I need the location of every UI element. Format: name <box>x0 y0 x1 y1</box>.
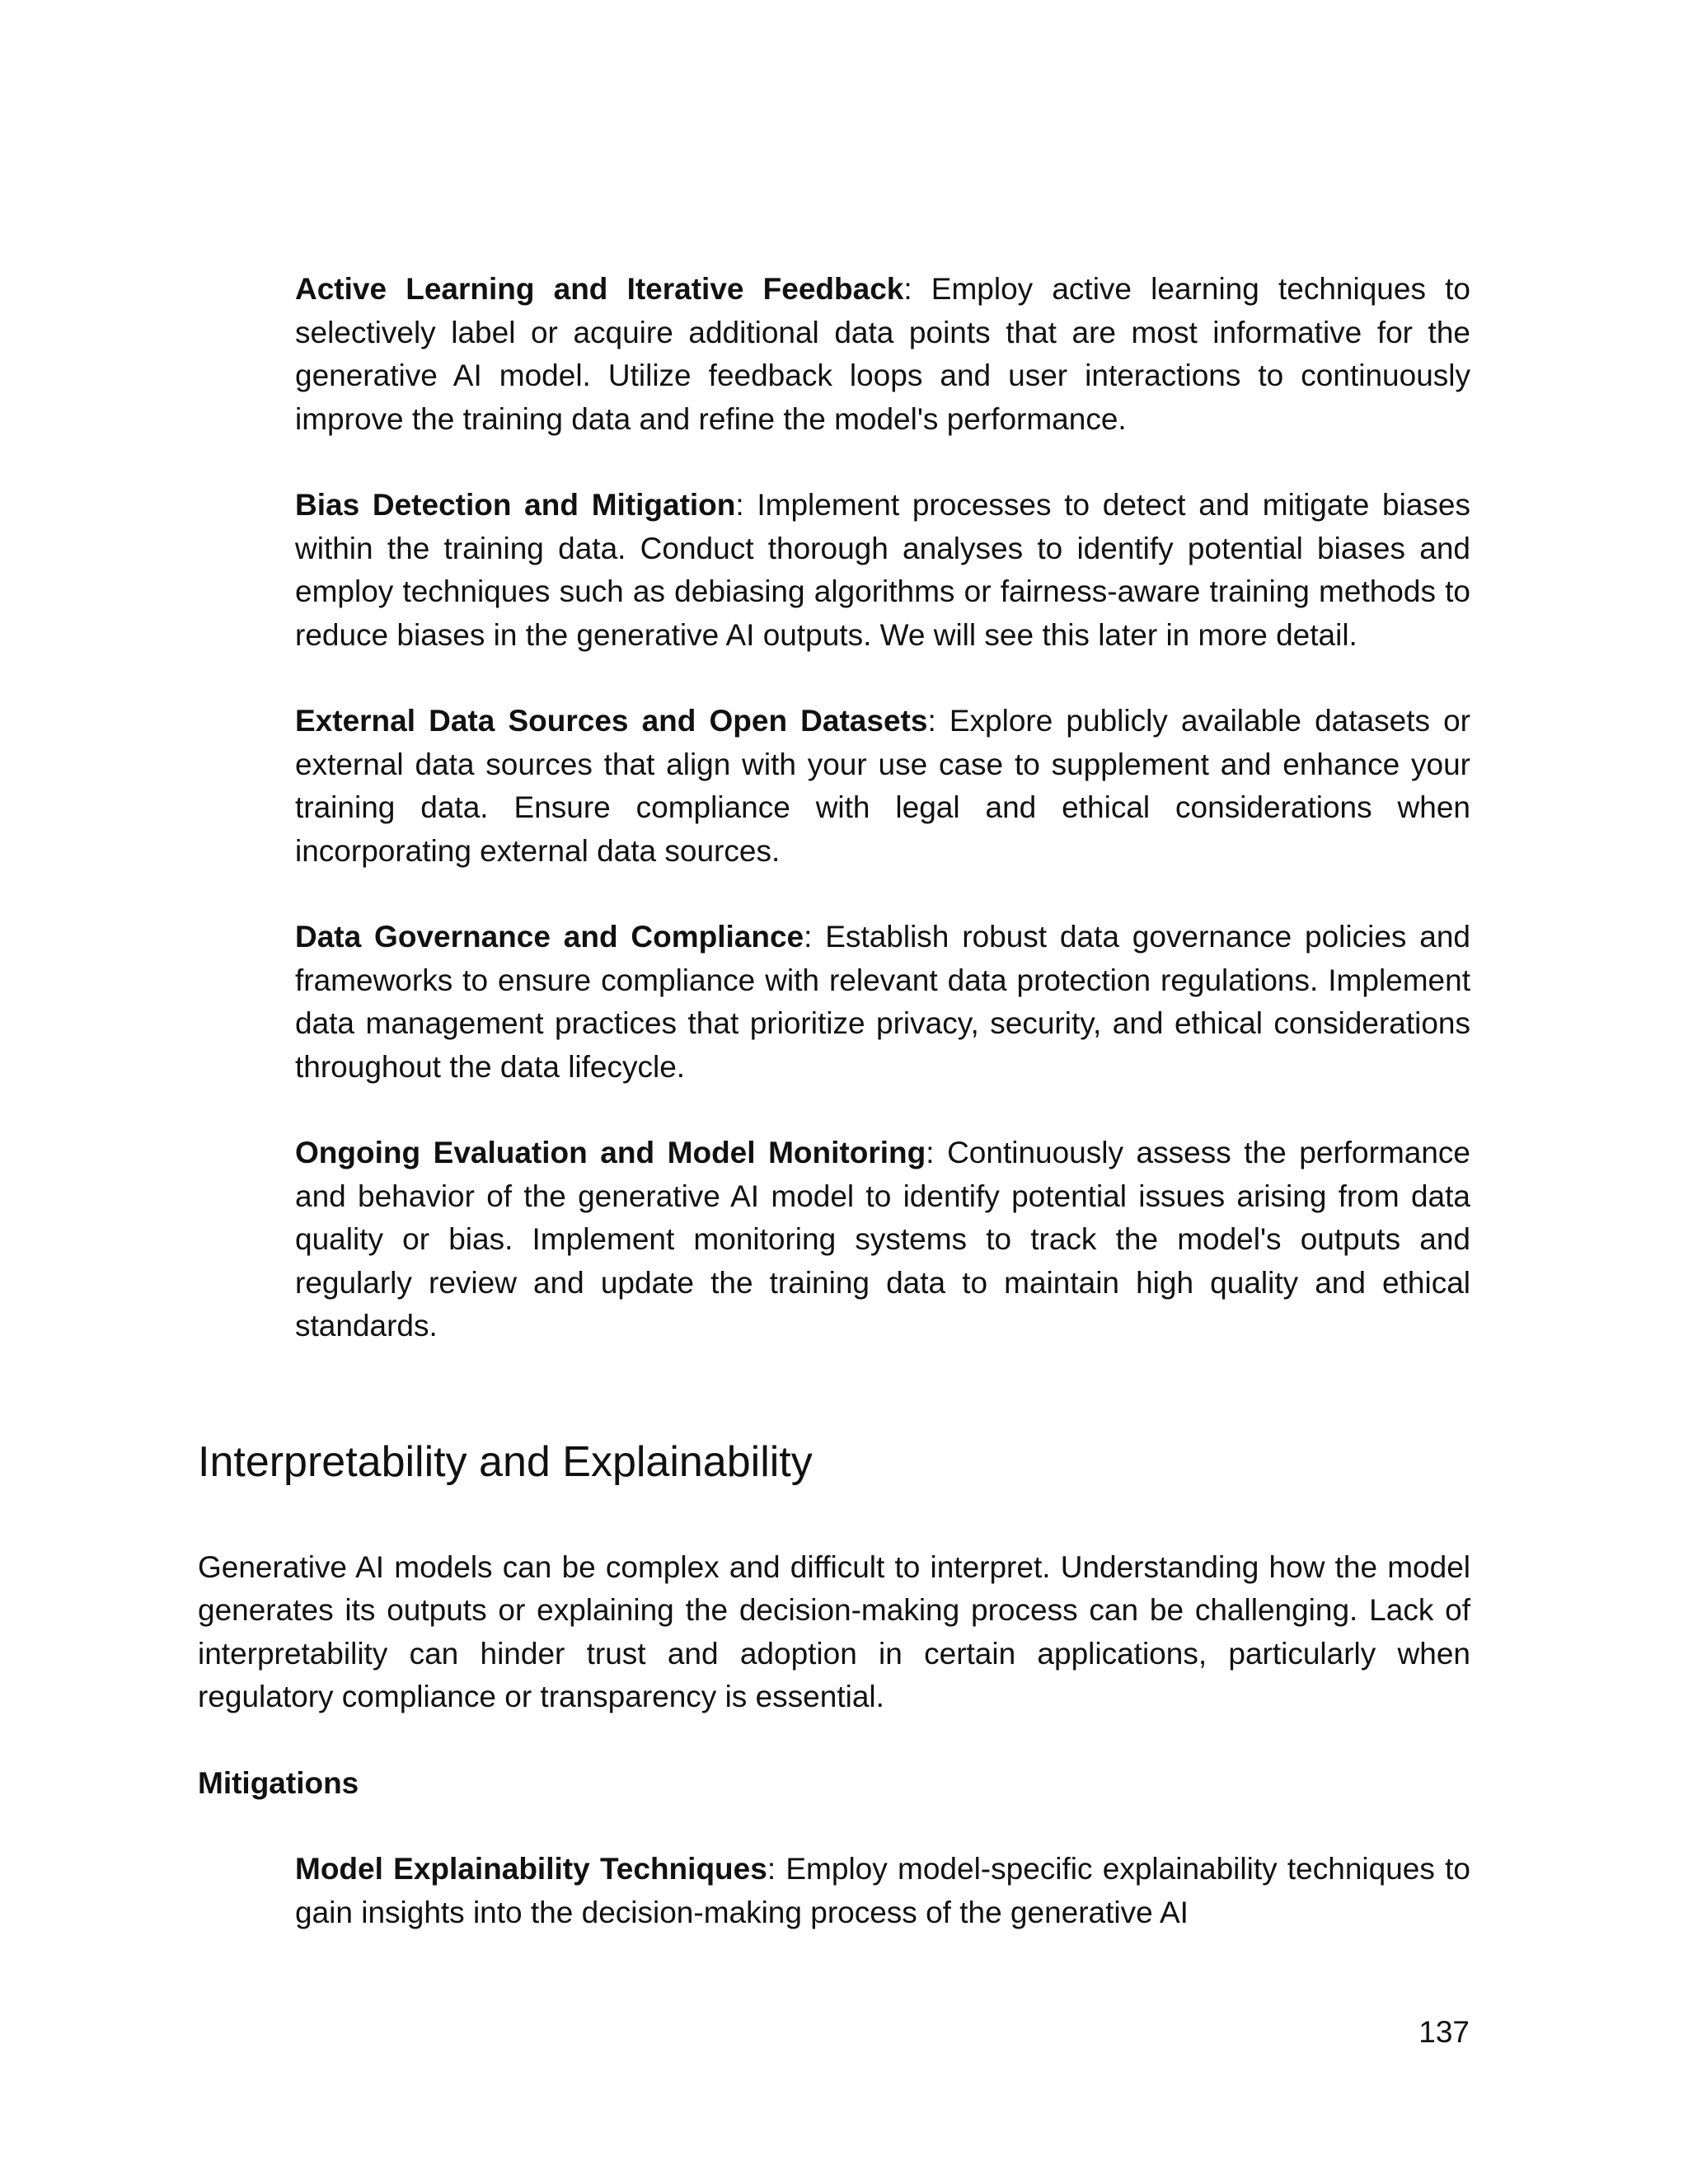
item-term: Ongoing Evaluation and Model Monitoring <box>295 1136 926 1169</box>
item-term: Bias Detection and Mitigation <box>295 488 736 522</box>
subheading-mitigations: Mitigations <box>198 1765 359 1800</box>
section-heading: Interpretability and Explainability <box>198 1437 813 1486</box>
list-item-ongoing-evaluation <box>295 1132 1470 1348</box>
list-item-external-data <box>295 700 1470 873</box>
page-number: 137 <box>1418 2015 1470 2049</box>
item-text: : Explore publicly available datasets or external data sources that align with your use case to supplement and enhance your training data. Ensure compliance with legal and ethical considerations when incorporating external data sources. <box>295 704 1470 868</box>
item-term: Model Explainability Techniques <box>295 1852 767 1886</box>
item-term: Data Governance and Compliance <box>295 920 804 954</box>
item-term: Active Learning and Iterative Feedback <box>295 272 904 306</box>
item-term: External Data Sources and Open Datasets <box>295 704 928 738</box>
list-item-model-explainability <box>295 1848 1470 1934</box>
item-text: : Implement processes to detect and mitigate biases within the training data. Conduct thorough analyses to identify potential biases and employ techniques such as debiasing algorithms or fairness-aware training methods to reduce biases in the generative AI outputs. We will see this later in more detail. <box>295 488 1470 652</box>
item-text: : Employ active learning techniques to selectively label or acquire additional data points that are most informative for the generative AI model. Utilize feedback loops and user interactions to continuously improve the training data and refine the model's performance. <box>295 272 1470 436</box>
section-paragraph: Generative AI models can be complex and difficult to interpret. Understanding how the model generates its outputs or explaining the decision-making process can be challenging. Lack of interpretability can hinder trust and adoption in certain applications, particularly when regulatory compliance or transparency is essential. <box>198 1549 1470 1713</box>
page-content <box>198 237 1470 1977</box>
item-text: : Establish robust data governance policies and frameworks to ensure compliance with relevant data protection regulations. Implement data management practices that prioritize privacy, security, and ethical considerations throughout the data lifecycle. <box>295 920 1470 1084</box>
list-item-data-governance <box>295 916 1470 1089</box>
item-text: : Continuously assess the performance and behavior of the generative AI model to identify potential issues arising from data quality or bias. Implement monitoring systems to track the model's outputs and regularly review and update the training data to maintain high quality and ethical standards. <box>295 1136 1470 1343</box>
list-item-bias-detection <box>295 484 1470 657</box>
item-text: : Employ model-specific explainability techniques to gain insights into the decision-making process of the generative AI <box>295 1852 1470 1929</box>
list-item-active-learning <box>295 268 1470 441</box>
